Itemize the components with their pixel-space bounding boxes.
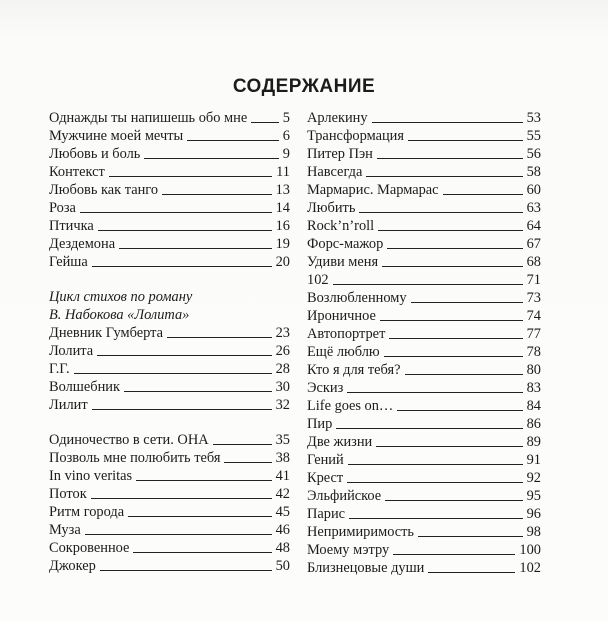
leader-line	[97, 355, 271, 356]
cycle-heading: В. Набокова «Лолита»	[49, 307, 190, 323]
leader-line	[119, 248, 272, 249]
entry-title: Однажды ты напишешь обо мне	[49, 110, 248, 126]
toc-entry	[307, 163, 541, 181]
page-number: 56	[526, 146, 541, 162]
toc-entry	[49, 163, 290, 181]
toc-entry	[307, 505, 541, 523]
leader-line	[336, 428, 522, 429]
toc-entry	[49, 449, 290, 467]
toc-entry	[307, 451, 541, 469]
entry-title: Удиви меня	[307, 254, 379, 270]
toc-entry	[49, 431, 290, 449]
leader-line	[92, 409, 272, 410]
entry-title: Две жизни	[307, 434, 373, 450]
entry-title: Мужчине моей мечты	[49, 128, 184, 144]
page-number: 5	[282, 110, 290, 126]
entry-title: Лилит	[49, 397, 88, 413]
toc-right-column	[307, 109, 541, 577]
leader-line	[347, 482, 522, 483]
page-number: 80	[526, 362, 541, 378]
entry-title: Возлюбленному	[307, 290, 407, 306]
page-number: 35	[275, 432, 290, 448]
entry-title: Форс-мажор	[307, 236, 384, 252]
page-number: 84	[526, 398, 541, 414]
entry-title: Близнецовые души	[307, 560, 425, 576]
leader-line	[251, 122, 279, 123]
toc-entry	[49, 127, 290, 145]
toc-entry	[49, 557, 290, 575]
entry-title: Кто я для тебя?	[307, 362, 401, 378]
entry-title: Любовь и боль	[49, 146, 141, 162]
toc-entry	[307, 487, 541, 505]
toc-entry	[307, 181, 541, 199]
toc-entry	[307, 127, 541, 145]
leader-line	[405, 374, 523, 375]
entry-title: Любовь как танго	[49, 182, 159, 198]
page-number: 53	[526, 110, 541, 126]
entry-title: In vino veritas	[49, 468, 133, 484]
leader-line	[349, 518, 523, 519]
page-number: 50	[275, 558, 290, 574]
entry-title: Ритм города	[49, 504, 125, 520]
toc-left-column	[49, 109, 290, 575]
leader-line	[136, 480, 271, 481]
page-number: 48	[275, 540, 290, 556]
entry-title: Джокер	[49, 558, 96, 574]
toc-entry	[307, 469, 541, 487]
page-title: СОДЕРЖАНИЕ	[232, 76, 376, 97]
toc-entry	[49, 378, 290, 396]
entry-title: Крест	[307, 470, 344, 486]
page-number: 60	[526, 182, 541, 198]
toc-entry	[307, 271, 541, 289]
page-number: 86	[526, 416, 541, 432]
page-number: 42	[275, 486, 290, 502]
page-number: 32	[275, 397, 290, 413]
toc-entry	[307, 433, 541, 451]
leader-line	[385, 500, 522, 501]
leader-line	[380, 320, 523, 321]
entry-title: Лолита	[49, 343, 94, 359]
page-number: 89	[526, 434, 541, 450]
toc-entry	[49, 467, 290, 485]
page-number: 9	[282, 146, 290, 162]
toc-entry	[307, 217, 541, 235]
page-number: 102	[519, 560, 541, 576]
page-number: 28	[275, 361, 290, 377]
leader-line	[124, 391, 272, 392]
page-number: 64	[526, 218, 541, 234]
toc-entry	[307, 343, 541, 361]
leader-line	[411, 302, 523, 303]
page-number: 30	[275, 379, 290, 395]
page-number: 71	[526, 272, 541, 288]
entry-title: Одиночество в сети. ОНА	[49, 432, 209, 448]
leader-line	[384, 356, 523, 357]
leader-line	[74, 373, 272, 374]
entry-title: Трансформация	[307, 128, 405, 144]
page-number: 23	[275, 325, 290, 341]
page-number: 83	[526, 380, 541, 396]
toc-entry	[49, 485, 290, 503]
entry-title: Позволь мне полюбить тебя	[49, 450, 221, 466]
page-number: 20	[275, 254, 290, 270]
leader-line	[333, 284, 523, 285]
entry-title: Мармарис. Мармарас	[307, 182, 439, 198]
entry-title: Питер Пэн	[307, 146, 373, 162]
entry-title: Любить	[307, 200, 356, 216]
page-number: 68	[526, 254, 541, 270]
entry-title: Поток	[49, 486, 87, 502]
page-number: 11	[276, 164, 290, 180]
page-number: 91	[526, 452, 541, 468]
toc-entry	[307, 559, 541, 577]
leader-line	[372, 122, 523, 123]
entry-title: Сокровенное	[49, 540, 130, 556]
entry-title: Арлекину	[307, 110, 368, 126]
toc-entry	[49, 360, 290, 378]
page-number: 96	[526, 506, 541, 522]
toc-entry	[307, 307, 541, 325]
toc-entry	[49, 324, 290, 342]
leader-line	[224, 462, 271, 463]
entry-title: Life goes on…	[307, 398, 394, 414]
entry-title: Гейша	[49, 254, 88, 270]
page-number: 78	[526, 344, 541, 360]
leader-line	[98, 230, 272, 231]
toc-entry	[307, 145, 541, 163]
page-number: 92	[526, 470, 541, 486]
page-number: 19	[275, 236, 290, 252]
leader-line	[428, 572, 515, 573]
toc-entry	[49, 235, 290, 253]
leader-line	[418, 536, 523, 537]
entry-title: Роза	[49, 200, 76, 216]
page-number: 63	[526, 200, 541, 216]
page-number: 100	[519, 542, 541, 558]
toc-entry	[307, 415, 541, 433]
leader-line	[91, 498, 272, 499]
toc-entry	[49, 109, 290, 127]
page-number: 98	[526, 524, 541, 540]
entry-title: Моему мэтру	[307, 542, 390, 558]
page-number: 74	[526, 308, 541, 324]
entry-title: Г.Г.	[49, 361, 70, 377]
leader-line	[393, 554, 515, 555]
page-number: 14	[275, 200, 290, 216]
leader-line	[443, 194, 523, 195]
page-number: 16	[275, 218, 290, 234]
page-number: 26	[275, 343, 290, 359]
leader-line	[85, 534, 272, 535]
leader-line	[213, 444, 272, 445]
page-number: 73	[526, 290, 541, 306]
leader-line	[382, 266, 523, 267]
leader-line	[377, 158, 523, 159]
entry-title: Эскиз	[307, 380, 344, 396]
entry-title: Волшебник	[49, 379, 120, 395]
leader-line	[348, 464, 523, 465]
entry-title: Ещё люблю	[307, 344, 380, 360]
leader-line	[92, 266, 272, 267]
leader-line	[100, 570, 272, 571]
toc-entry	[49, 342, 290, 360]
toc-entry	[307, 361, 541, 379]
page-number: 55	[526, 128, 541, 144]
page-number: 45	[275, 504, 290, 520]
entry-title: 102	[307, 272, 329, 288]
entry-title: Пир	[307, 416, 333, 432]
toc-entry	[307, 523, 541, 541]
leader-line	[408, 140, 523, 141]
leader-line	[162, 194, 272, 195]
entry-title: Автопортрет	[307, 326, 386, 342]
leader-line	[366, 176, 522, 177]
entry-title: Контекст	[49, 164, 105, 180]
section-gap	[49, 271, 290, 288]
toc-entry	[307, 289, 541, 307]
toc-entry	[307, 379, 541, 397]
toc-entry	[49, 199, 290, 217]
page-number: 13	[275, 182, 290, 198]
leader-line	[187, 140, 279, 141]
entry-title: Ироничное	[307, 308, 376, 324]
entry-title: Эльфийское	[307, 488, 382, 504]
leader-line	[387, 248, 522, 249]
leader-line	[376, 446, 522, 447]
page-number: 95	[526, 488, 541, 504]
toc-entry	[49, 396, 290, 414]
leader-line	[109, 176, 272, 177]
entry-title: Гений	[307, 452, 344, 468]
entry-title: Навсегда	[307, 164, 363, 180]
leader-line	[397, 410, 522, 411]
entry-title: Rock’n’roll	[307, 218, 375, 234]
toc-entry	[307, 541, 541, 559]
entry-title: Дневник Гумберта	[49, 325, 163, 341]
leader-line	[347, 392, 522, 393]
toc-entry	[307, 325, 541, 343]
toc-entry	[307, 397, 541, 415]
leader-line	[359, 212, 522, 213]
toc-entry	[307, 235, 541, 253]
leader-line	[80, 212, 272, 213]
leader-line	[133, 552, 271, 553]
toc-entry	[49, 539, 290, 557]
toc-entry	[307, 199, 541, 217]
toc-entry	[307, 109, 541, 127]
leader-line	[167, 337, 272, 338]
page-number: 58	[526, 164, 541, 180]
entry-title: Птичка	[49, 218, 94, 234]
toc-entry	[49, 217, 290, 235]
entry-title: Муза	[49, 522, 81, 538]
leader-line	[389, 338, 522, 339]
toc-entry	[49, 253, 290, 271]
entry-title: Непримиримость	[307, 524, 414, 540]
leader-line	[144, 158, 278, 159]
toc-entry	[49, 503, 290, 521]
page-number: 38	[275, 450, 290, 466]
page-number: 67	[526, 236, 541, 252]
page-number: 6	[282, 128, 290, 144]
page-number: 77	[526, 326, 541, 342]
leader-line	[128, 516, 271, 517]
entry-title: Дездемона	[49, 236, 116, 252]
toc-entry	[49, 145, 290, 163]
section-gap	[49, 414, 290, 431]
toc-entry	[49, 181, 290, 199]
leader-line	[378, 230, 522, 231]
toc-entry	[49, 521, 290, 539]
cycle-heading: Цикл стихов по роману	[49, 289, 193, 305]
page-number: 41	[275, 468, 290, 484]
page-number: 46	[275, 522, 290, 538]
toc-entry	[307, 253, 541, 271]
entry-title: Парис	[307, 506, 346, 522]
